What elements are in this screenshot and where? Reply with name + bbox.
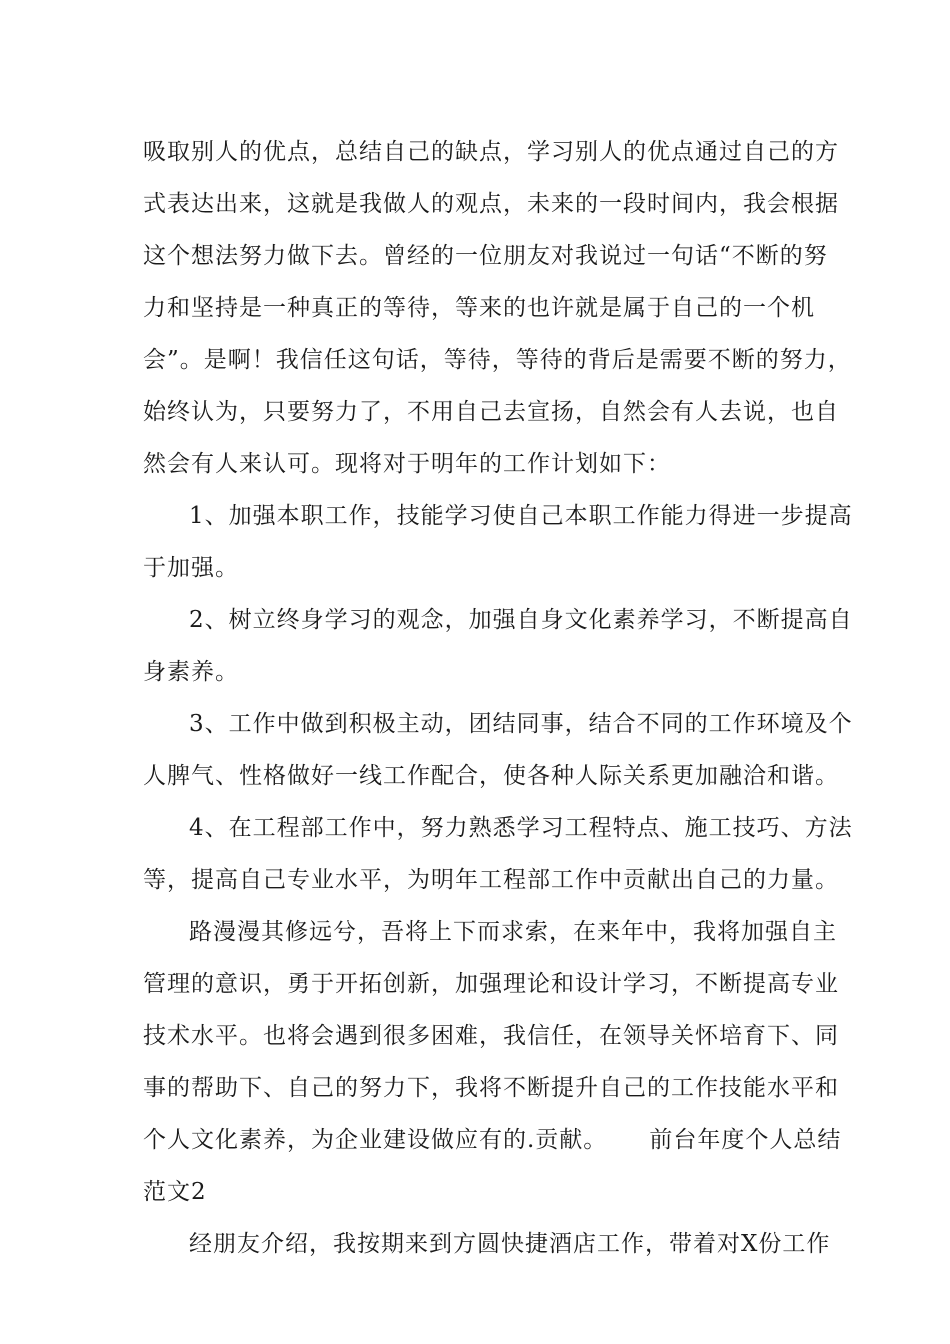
- text-line: 始终认为，只要努力了，不用自己去宣扬，自然会有人去说，也自: [143, 399, 839, 425]
- plan-item-2: 2、树立终身学习的观念，加强自身文化素养学习，不断提高自: [189, 607, 853, 633]
- section-heading-continued: 范文2: [143, 1179, 207, 1205]
- next-section-paragraph: 经朋友介绍，我按期来到方圆快捷酒店工作，带着对X份工作: [189, 1231, 831, 1257]
- plan-item-4: 4、在工程部工作中，努力熟悉学习工程特点、施工技巧、方法: [189, 815, 853, 841]
- text-line: 力和坚持是一种真正的等待，等来的也许就是属于自己的一个机: [143, 295, 815, 321]
- text-line: 会”。是啊！我信任这句话，等待，等待的背后是需要不断的努力，: [143, 347, 852, 373]
- text-line: 人脾气、性格做好一线工作配合，使各种人际关系更加融洽和谐。: [143, 763, 839, 789]
- document-body: [143, 126, 853, 1270]
- text-line: 然会有人来认可。现将对于明年的工作计划如下：: [143, 451, 671, 477]
- text-line: 等，提高自己专业水平，为明年工程部工作中贡献出自己的力量。: [143, 867, 839, 893]
- text-line: 个人文化素养，为企业建设做应有的.贡献。: [143, 1127, 608, 1153]
- text-line: 这个想法努力做下去。曾经的一位朋友对我说过一句话“不断的努: [143, 243, 828, 269]
- text-line: 管理的意识，勇于开拓创新，加强理论和设计学习，不断提高专业: [143, 971, 839, 997]
- closing-paragraph: 路漫漫其修远兮，吾将上下而求索，在来年中，我将加强自主: [189, 919, 837, 945]
- plan-item-1: 1、加强本职工作，技能学习使自己本职工作能力得进一步提高: [189, 503, 853, 529]
- text-line: 吸取别人的优点，总结自己的缺点，学习别人的优点通过自己的方: [143, 139, 839, 165]
- text-line: 于加强。: [143, 555, 239, 581]
- text-line: 身素养。: [143, 659, 239, 685]
- plan-item-3: 3、工作中做到积极主动，团结同事，结合不同的工作环境及个: [189, 711, 853, 737]
- text-line-with-heading: [143, 1114, 842, 1166]
- text-line: 技术水平。也将会遇到很多困难，我信任，在领导关怀培育下、同: [143, 1023, 839, 1049]
- text-line: 式表达出来，这就是我做人的观点，未来的一段时间内，我会根据: [143, 191, 839, 217]
- text-line: 事的帮助下、自己的努力下，我将不断提升自己的工作技能水平和: [143, 1075, 839, 1101]
- section-heading: 前台年度个人总结: [649, 1127, 842, 1153]
